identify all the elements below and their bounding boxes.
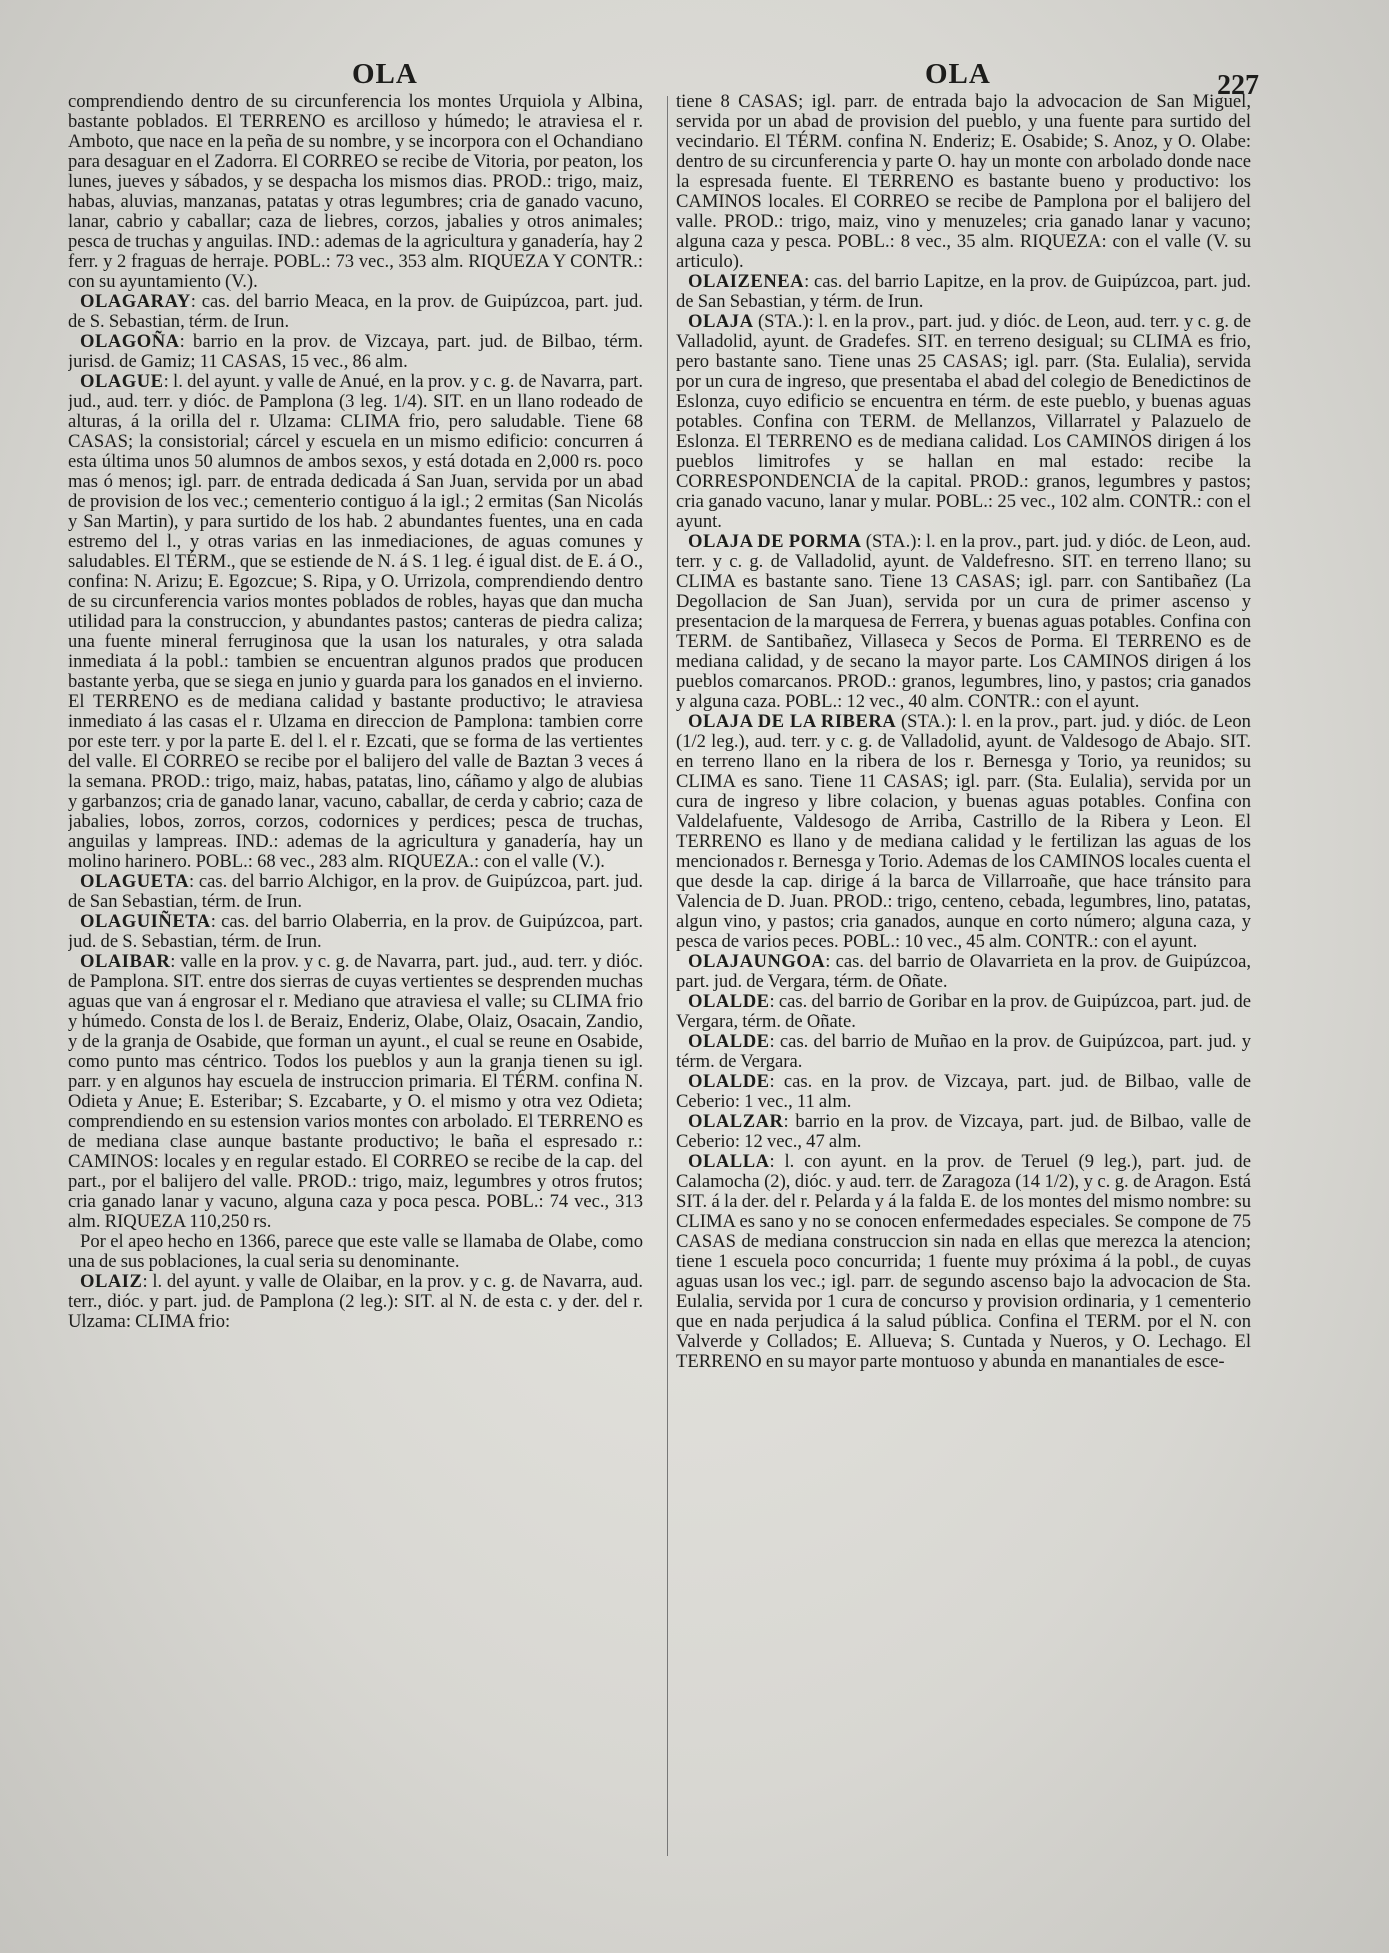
entry (676, 1152, 1251, 1372)
entry-text: : cas. del barrio Meaca, en la prov. de Guipúzcoa, part. jud. de S. Sebastian, térm. de Irun. (68, 291, 643, 332)
entry (676, 312, 1251, 532)
entry-headword: OLAJA (688, 311, 754, 332)
entry-headword: OLAGARAY (80, 291, 191, 312)
entry (68, 92, 643, 292)
entry-text: (STA.): l. en la prov., part. jud. y dióc. de Leon (1/2 leg.), aud. terr. y c. g. de Valladolid, ayunt. de Valdesogo de Abajo. SIT. en terreno llano en la ribera de los r. Bernesga y Torio, ya reunidos; su CLIMA es sano. Tiene 11 CASAS; igl. parr. (Sta. Eulalia), servida por un cura de ingreso y libre colacion, y buenas aguas potables. Confina con Valdelafuente, Valdesogo de Arriba, Castrillo de la Ribera y Leon. El TERRENO es llano y de mediana calidad y le fertilizan las aguas de los mencionados r. Bernesga y Torio. Ademas de los CAMINOS locales cuenta el que desde la cap. dirige á la barca de Villarroañe, que hace tránsito para Valencia de D. Juan. PROD.: trigo, centeno, cebada, legumbres, lino, patatas, algun vino, y pastos; cria ganados, aunque en corto número; alguna caza, y pesca de varios peces. POBL.: 10 vec., 45 alm. CONTR.: con el ayunt. (676, 711, 1251, 952)
entry-text: : cas. del barrio de Muñao en la prov. de Guipúzcoa, part. jud. y térm. de Vergara. (676, 1031, 1251, 1072)
entry-headword: OLALDE (688, 1071, 770, 1092)
entry-text: : barrio en la prov. de Vizcaya, part. jud. de Bilbao, valle de Ceberio: 12 vec., 47 alm. (676, 1111, 1251, 1152)
entry-text: tiene 8 CASAS; igl. parr. de entrada bajo la advocacion de San Miguel, servida por un abad de provision del pueblo, y una fuente para surtido del vecindario. El TÉRM. confina N. Enderiz; E. Osabide; S. Anoz, y O. Olabe: dentro de su circunferencia y parte O. hay un monte con arbolado donde nace la espresada fuente. El TERRENO es bastante bueno y productivo: los CAMINOS locales. El CORREO se recibe de Pamplona por el balijero del valle. PROD.: trigo, maiz, vino y menuzeles; cria ganado lanar y vacuno; alguna caza y pesca. POBL.: 8 vec., 35 alm. RIQUEZA: con el valle (V. su articulo). (676, 92, 1251, 272)
entry (68, 1232, 643, 1272)
entry-headword: OLAGUE (80, 371, 164, 392)
entry-headword: OLAIZENEA (688, 271, 805, 292)
entry (676, 992, 1251, 1032)
entry-headword: OLALDE (688, 1031, 770, 1052)
running-head-left: OLA (352, 58, 418, 90)
entry-text: : l. con ayunt. en la prov. de Teruel (9 leg.), part. jud. de Calamocha (2), dióc. y aud. terr. de Zaragoza (14 1/2), y c. g. de Aragon. Está SIT. á la der. del r. Pelarda y á la falda E. de los montes del mismo nombre: su CLIMA es sano y no se conocen enfermedades especiales. Se compone de 75 CASAS de mediana construccion sin nada en ellas que merezca la atencion; tiene 1 escuela poco concurrida; 1 fuente muy próxima á la pobl., de cuyas aguas usan los vec.; igl. parr. de segundo ascenso bajo la advocacion de Sta. Eulalia, servida por 1 cura de concurso y provision ordinaria, y 1 cementerio que en nada perjudica á la salud pública. Confina el TERM. por el N. con Valverde y Collados; E. Allueva; S. Cuntada y Nueros, y O. Lechago. El TERRENO en su mayor parte montuoso y abunda en manantiales de esce- (676, 1151, 1251, 1372)
entry-text: Por el apeo hecho en 1366, parece que este valle se llamaba de Olabe, como una de sus poblaciones, la cual seria su denominante. (68, 1231, 643, 1272)
entry (68, 1272, 643, 1332)
entry-text: : l. del ayunt. y valle de Anué, en la prov. y c. g. de Navarra, part. jud., aud. terr. y dióc. de Pamplona (3 leg. 1/4). SIT. en un llano rodeado de alturas, á la orilla del r. Ulzama: CLIMA frio, pero saludable. Tiene 68 CASAS; la consistorial; cárcel y escuela en un mismo edificio: concurren á esta última unos 50 alumnos de ambos sexos, y está dotada en 2,000 rs. poco mas ó menos; igl. parr. de entrada dedicada á San Juan, servida por un abad de provision de los vec.; cementerio contiguo á la igl.; 2 ermitas (San Nicolás y San Martin), y para surtido de los hab. 2 abundantes fuentes, una en cada estremo del l., y otras varias en las inmediaciones, de aguas comunes y saludables. El TÉRM., que se estiende de N. á S. 1 leg. é igual dist. de E. á O., confina: N. Arizu; E. Egozcue; S. Ripa, y O. Urrizola, comprendiendo dentro de su circunferencia varios montes poblados de robles, hayas que dan mucha utilidad para la construccion, y abundantes pastos; canteras de piedra caliza; una fuente mineral ferruginosa que la usan los naturales, y otra salada inmediata á la pobl.: tambien se encuentran algunos prados que producen bastante yerba, que se siega en junio y guarda para los ganados en el invierno. El TERRENO es de mediana calidad y bastante productivo; le atraviesa inmediato á las casas el r. Ulzama en direccion de Pamplona: tambien corre por este terr. y por la parte E. del l. el r. Ezcati, que se forma de las vertientes del valle. El CORREO se recibe por el balijero del valle de Baztan 3 veces á la semana. PROD.: trigo, maiz, habas, patatas, lino, cáñamo y algo de alubias y garbanzos; cria de ganado lanar, vacuno, caballar, de cerda y cabrio; caza de jabalies, lobos, zorros, corzos, codornices y perdices; pesca de truchas, anguilas y lampreas. IND.: ademas de la agricultura y ganadería, hay un molino harinero. POBL.: 68 vec., 283 alm. RIQUEZA.: con el valle (V.). (68, 371, 643, 872)
running-head-right: OLA (925, 58, 991, 90)
right-column (676, 92, 1251, 1862)
entry-text: : cas. del barrio Olaberria, en la prov. de Guipúzcoa, part. jud. de S. Sebastian, térm. de Irun. (68, 911, 643, 952)
page-number: 227 (1217, 70, 1259, 101)
entry-headword: OLAIBAR (80, 951, 171, 972)
entry (676, 92, 1251, 272)
entry-headword: OLALZAR (688, 1111, 784, 1132)
entry-headword: OLAJA DE LA RIBERA (688, 711, 897, 732)
entry (68, 912, 643, 952)
entry (676, 1112, 1251, 1152)
entry-headword: OLAIZ (80, 1271, 143, 1292)
entry-text: : cas. del barrio Alchigor, en la prov. de Guipúzcoa, part. jud. de San Sebastian, térm. de Irun. (68, 871, 643, 912)
entry (68, 872, 643, 912)
entry-headword: OLAJAUNGOA (688, 951, 826, 972)
entry-headword: OLAJA DE PORMA (688, 531, 862, 552)
left-column (68, 92, 643, 1862)
entry-headword: OLAGUIÑETA (80, 911, 211, 932)
entry-text: : cas. en la prov. de Vizcaya, part. jud. de Bilbao, valle de Ceberio: 1 vec., 11 alm. (676, 1071, 1251, 1112)
entry (676, 272, 1251, 312)
entry-text: comprendiendo dentro de su circunferencia los montes Urquiola y Albina, bastante poblados. El TERRENO es arcilloso y húmedo; le atraviesa el r. Amboto, que nace en la peña de su nombre, y se incorpora con el Ochandiano para desaguar en el Zadorra. El CORREO se recibe de Vitoria, por peaton, los lunes, jueves y sábados, y se despacha los mismos dias. PROD.: trigo, maiz, habas, aluvias, manzanas, patatas y otras legumbres; cria de ganado vacuno, lanar, cabrio y caballar; caza de liebres, corzos, jabalies y otros animales; pesca de truchas y anguilas. IND.: ademas de la agricultura y ganadería, hay 2 ferr. y 2 fraguas de herraje. POBL.: 73 vec., 353 alm. RIQUEZA Y CONTR.: con su ayuntamiento (V.). (68, 92, 643, 292)
entry-text: : barrio en la prov. de Vizcaya, part. jud. de Bilbao, térm. jurisd. de Gamiz; 11 CASAS, 15 vec., 86 alm. (68, 331, 643, 372)
entry (676, 952, 1251, 992)
entry (68, 372, 643, 872)
entry (676, 532, 1251, 712)
entry-text: : valle en la prov. y c. g. de Navarra, part. jud., aud. terr. y dióc. de Pamplona. SIT. entre dos sierras de cuyas vertientes se desprenden muchas aguas que van á engrosar el r. Mediano que atraviesa el valle; su CLIMA frio y húmedo. Consta de los l. de Beraiz, Enderiz, Olabe, Olaiz, Osacain, Zandio, y de la granja de Osabide, que forman un ayunt., el cual se reune en Osabide, como punto mas céntrico. Todos los pueblos y aun la granja tienen su igl. parr. y en algunos hay escuela de instruccion primaria. El TÉRM. confina N. Odieta y Anue; E. Esteribar; S. Ezcabarte, y O. el mismo y otra vez Odieta; comprendiendo en su estension varios montes con arbolado. El TERRENO es de mediana clase aunque bastante productivo; le baña el espresado r.: CAMINOS: locales y en regular estado. El CORREO se recibe de la cap. del part., por el balijero del valle. PROD.: trigo, maiz, legumbres y otros frutos; cria ganado lanar y vacuno, alguna caza y poca pesca. POBL.: 74 vec., 313 alm. RIQUEZA 110,250 rs. (68, 951, 643, 1232)
entry-text: (STA.): l. en la prov., part. jud. y dióc. de Leon, aud. terr. y c. g. de Valladolid, ayunt. de Gradefes. SIT. en terreno desigual; su CLIMA es frio, pero bastante sano. Tiene unas 25 CASAS; igl. parr. (Sta. Eulalia), servida por un cura de ingreso, que presentaba el abad del colegio de Benedictinos de Eslonza, cuyo edificio se encuentra en térm. de este pueblo, y buenas aguas potables. Confina con TERM. de Mellanzos, Villarratel y Palazuelo de Eslonza. El TERRENO es de mediana calidad. Los CAMINOS dirigen á los pueblos limitrofes y se hallan en mal estado: recibe la CORRESPONDENCIA de la capital. PROD.: granos, legumbres y pastos; cria ganado vacuno, lanar y mular. POBL.: 25 vec., 102 alm. CONTR.: con el ayunt. (676, 311, 1251, 532)
entry (68, 292, 643, 332)
entry-headword: OLALDE (688, 991, 770, 1012)
entry-text: : cas. del barrio Lapitze, en la prov. de Guipúzcoa, part. jud. de San Sebastian, y térm. de Irun. (676, 271, 1251, 312)
entry-text: : cas. del barrio de Goribar en la prov. de Guipúzcoa, part. jud. de Vergara, térm. de Oñate. (676, 991, 1251, 1032)
entry-text: : cas. del barrio de Olavarrieta en la prov. de Guipúzcoa, part. jud. de Vergara, térm. de Oñate. (676, 951, 1251, 992)
entry-text: (STA.): l. en la prov., part. jud. y dióc. de Leon, aud. terr. y c. g. de Valladolid, ayunt. de Valdefresno. SIT. en terreno llano; su CLIMA es bastante sano. Tiene 13 CASAS; igl. parr. con Santibañez (La Degollacion de San Juan), servida por un cura de primer ascenso y presentacion de la marquesa de Ferrera, y buenas aguas potables. Confina con TERM. de Santibañez, Villaseca y Secos de Porma. El TERRENO es de mediana calidad, y de secano la mayor parte. Los CAMINOS dirigen á los pueblos comarcanos. PROD.: granos, legumbres, lino, y pastos; cria ganados y alguna caza. POBL.: 12 vec., 40 alm. CONTR.: con el ayunt. (676, 531, 1251, 712)
entry (68, 332, 643, 372)
entry (676, 1072, 1251, 1112)
entry-text: : l. del ayunt. y valle de Olaibar, en la prov. y c. g. de Navarra, aud. terr., dióc. y part. jud. de Pamplona (2 leg.): SIT. al N. de esta c. y der. del r. Ulzama: CLIMA frio: (68, 1271, 643, 1332)
column-divider (667, 96, 668, 1856)
entry (68, 952, 643, 1232)
entry-headword: OLAGOÑA (80, 331, 180, 352)
entry-headword: OLALLA (688, 1151, 770, 1172)
entry-headword: OLAGUETA (80, 871, 190, 892)
entry (676, 1032, 1251, 1072)
entry (676, 712, 1251, 952)
